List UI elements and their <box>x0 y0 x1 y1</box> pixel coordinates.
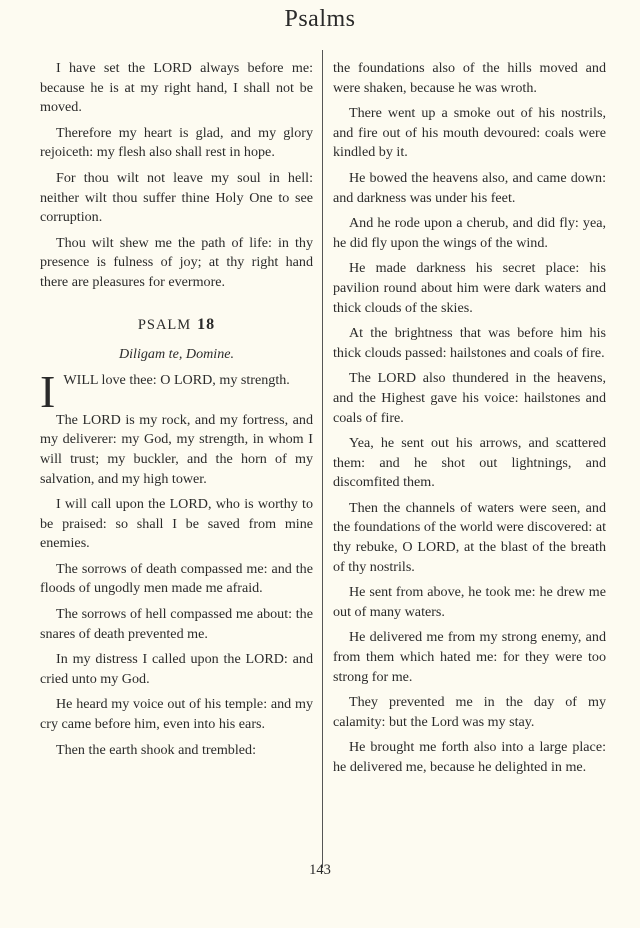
verse: There went up a smoke out of his nostrils, and fire out of his mouth devoured: coals were kindled by it. <box>333 105 606 161</box>
verse: He delivered me from my strong enemy, and from them which hated me: for they were too strong for me. <box>333 629 606 685</box>
verse: In my distress I called upon the LORD: and cried unto my God. <box>40 651 313 687</box>
verse: The LORD is my rock, and my fortress, and my deliverer: my God, my strength, in whom I will trust; my buckler, and the horn of my salvation, and my high tower. <box>40 411 313 487</box>
verse: He sent from above, he took me: he drew me out of many waters. <box>333 584 606 620</box>
verse: Therefore my heart is glad, and my glory rejoiceth: my flesh also shall rest in hope. <box>40 124 313 161</box>
verse: Then the channels of waters were seen, and the foundations of the world were discovered: at thy rebuke, O LORD, at the blast of the breath of thy nostrils. <box>333 499 606 575</box>
left-column <box>40 59 313 766</box>
verse: He bowed the heavens also, and came down: and darkness was under his feet. <box>333 169 606 206</box>
verse: The LORD also thundered in the heavens, and the Highest gave his voice: hailstones and coals of fire. <box>333 370 606 426</box>
verse: I will call upon the LORD, who is worthy to be praised: so shall I be saved from mine enemies. <box>40 496 313 552</box>
verse: Yea, he sent out his arrows, and scattered them: and he shot out lightnings, and discomfited them. <box>333 435 606 491</box>
verse: Thou wilt shew me the path of life: in thy presence is fulness of joy; at thy right hand there are pleasures for evermore. <box>40 234 313 290</box>
psalm-label: PSALM <box>137 316 192 333</box>
verse: the foundations also of the hills moved and were shaken, because he was wroth. <box>333 60 606 96</box>
verse: He made darkness his secret place: his pavilion round about him were dark waters and thick clouds of the skies. <box>333 260 606 316</box>
page-title: Psalms <box>284 6 356 32</box>
verse: The sorrows of hell compassed me about: the snares of death prevented me. <box>40 606 313 642</box>
verse: For thou wilt not leave my soul in hell: neither wilt thou suffer thine Holy One to see corruption. <box>40 169 313 226</box>
column-divider <box>322 50 323 868</box>
page-number: 143 <box>309 862 331 878</box>
latin-title: Diligam te, Domine. <box>118 346 235 363</box>
verse: He brought me forth also into a large place: he delivered me, because he delighted in me. <box>333 739 606 775</box>
verse: The sorrows of death compassed me: and the floods of ungodly men made me afraid. <box>40 560 313 597</box>
first-verse-text: WILL love thee: O LORD, my strength. <box>63 371 290 388</box>
first-verse <box>40 365 313 417</box>
verse: They prevented me in the day of my calamity: but the Lord was my stay. <box>333 694 606 730</box>
verse: At the brightness that was before him his thick clouds passed: hailstones and coals of fire. <box>333 325 606 361</box>
right-column <box>333 59 606 784</box>
verse: Then the earth shook and trembled: <box>56 741 256 758</box>
psalm-number: 18 <box>197 315 216 333</box>
verse: I have set the LORD always before me: because he is at my right hand, I shall not be moved. <box>40 60 313 116</box>
verse: And he rode upon a cherub, and did fly: yea, he did fly upon the wings of the wind. <box>333 215 606 251</box>
psalm-heading <box>40 315 313 336</box>
drop-cap: I <box>40 365 56 417</box>
verse: He heard my voice out of his temple: and my cry came before him, even into his ears. <box>40 696 313 733</box>
